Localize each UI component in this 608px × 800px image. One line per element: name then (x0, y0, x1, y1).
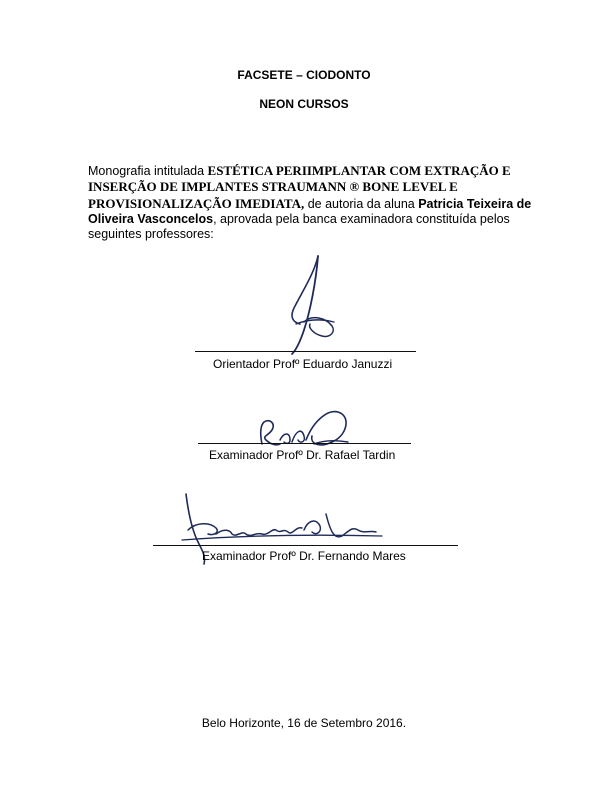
advisor-signature (282, 252, 352, 362)
author-name-line-1: Patricia Teixeira de (418, 196, 532, 211)
course-heading: NEON CURSOS (259, 97, 349, 111)
author-name-line-2: Oliveira Vasconcelos (88, 211, 214, 226)
place-and-date: Belo Horizonte, 16 de Setembro 2016. (201, 716, 407, 730)
closing-text: seguintes professores: (88, 227, 214, 242)
examiner-1-signature-line (198, 443, 411, 444)
examiner-2-caption: Examinador Profº Dr. Fernando Mares (202, 549, 406, 563)
advisor-signature-line (195, 351, 416, 352)
advisor-caption: Orientador Profº Eduardo Januzzi (213, 357, 393, 371)
institution-heading: FACSETE – CIODONTO (237, 68, 371, 82)
thesis-title-line-2: INSERÇÃO DE IMPLANTES STRAUMANN ® BONE LEVEL E (88, 179, 458, 195)
approval-paragraph (88, 163, 540, 242)
thesis-title-line-3: PROVISIONALIZAÇÃO IMEDIATA, (88, 195, 305, 211)
examiner-2-signature-line (153, 545, 458, 546)
author-prefix-text: de autoria da aluna (304, 196, 419, 211)
thesis-title-line-1: ESTÉTICA PERIIMPLANTAR COM EXTRAÇÃO E (207, 163, 511, 178)
after-author-text: , aprovada pela banca examinadora constituída pelos (213, 211, 510, 226)
intro-text: Monografia intitulada (88, 164, 208, 178)
examiner-1-caption: Examinador Profº Dr. Rafael Tardin (209, 448, 396, 462)
